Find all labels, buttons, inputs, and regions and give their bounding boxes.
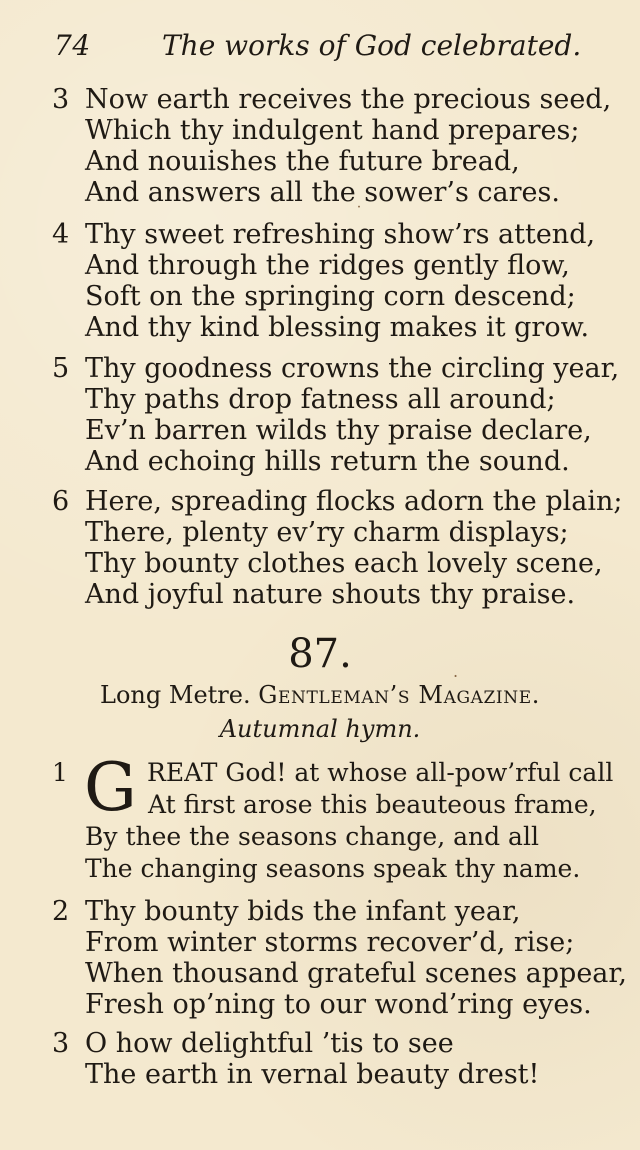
verse-line: Thy bounty bids the infant year, — [85, 896, 521, 927]
verse-line: And joyful nature shouts thy praise. — [85, 579, 576, 610]
verse-line: Thy bounty clothes each lovely scene, — [85, 548, 603, 579]
verse-line: When thousand grateful scenes appear, — [85, 958, 627, 989]
verse-line: And nouıishes the future bread, — [85, 146, 520, 177]
meter-label: Long Metre. — [100, 681, 251, 709]
hymn-meter-line — [0, 680, 640, 710]
verse-line: At first arose this beauteous frame, — [148, 790, 597, 819]
stanza-number: 3 — [52, 1028, 70, 1059]
stanza-lines — [85, 353, 620, 477]
hymn-source: Gentleman’s Magazine. — [258, 681, 540, 709]
verse-line: And thy kind blessing makes it grow. — [85, 312, 590, 343]
verse-line: Now earth receives the precious seed, — [85, 84, 612, 115]
verse-line: Here, spreading flocks adorn the plain; — [85, 486, 623, 517]
verse-line: O how delightful ’tis to see — [85, 1028, 454, 1059]
verse-line: REAT God! at whose all-pow’rful call — [147, 758, 614, 787]
stanza-lines — [85, 1028, 605, 1090]
page-header — [54, 28, 582, 64]
verse-line: By thee the seasons change, and all — [85, 822, 539, 851]
verse-line: The changing seasons speak thy name. — [85, 854, 581, 883]
verse-line: The earth in vernal beauty drest! — [85, 1059, 540, 1090]
stanza-1-bottom — [52, 749, 614, 893]
stanza-number: 3 — [52, 84, 70, 115]
ink-speck: ˙ — [355, 203, 363, 222]
verse-line: Soft on the springing corn descend; — [85, 281, 576, 312]
stanza-number: 6 — [52, 486, 70, 517]
verse-line: Ev’n barren wilds thy praise declare, — [85, 415, 592, 446]
verse-line: Thy paths drop fatness all around; — [85, 384, 556, 415]
stanza-lines — [85, 486, 623, 610]
stanza-lines — [85, 219, 605, 343]
stanza-number: 4 — [52, 219, 70, 250]
page-number: 74 — [54, 29, 91, 62]
verse-line: Thy goodness crowns the circling year, — [85, 353, 620, 384]
verse-line: Which thy indulgent hand prepares; — [85, 115, 580, 146]
stanza-number: 1 — [52, 758, 68, 787]
drop-cap: G — [84, 749, 137, 826]
verse-line: Fresh op’ning to our wond’ring eyes. — [85, 989, 592, 1020]
hymn-number: 87. — [288, 631, 352, 677]
stanza-number: 5 — [52, 353, 70, 384]
verse-line: From winter storms recover’d, rise; — [85, 927, 575, 958]
hymn-title: Autumnal hymn. — [219, 715, 421, 743]
ink-speck: . — [453, 662, 459, 681]
verse-line: And echoing hills return the sound. — [85, 446, 570, 477]
verse-line: And through the ridges gently flow, — [85, 250, 570, 281]
verse-line: And answers all the sower’s cares. — [85, 177, 560, 208]
stanza-lines — [85, 84, 612, 208]
running-title: The works of God celebrated. — [162, 29, 582, 62]
verse-line: Thy sweet refreshing show’rs attend, — [85, 219, 596, 250]
stanza-number: 2 — [52, 896, 70, 927]
stanza-lines — [85, 896, 627, 1020]
verse-line: There, plenty ev’ry charm displays; — [85, 517, 569, 548]
